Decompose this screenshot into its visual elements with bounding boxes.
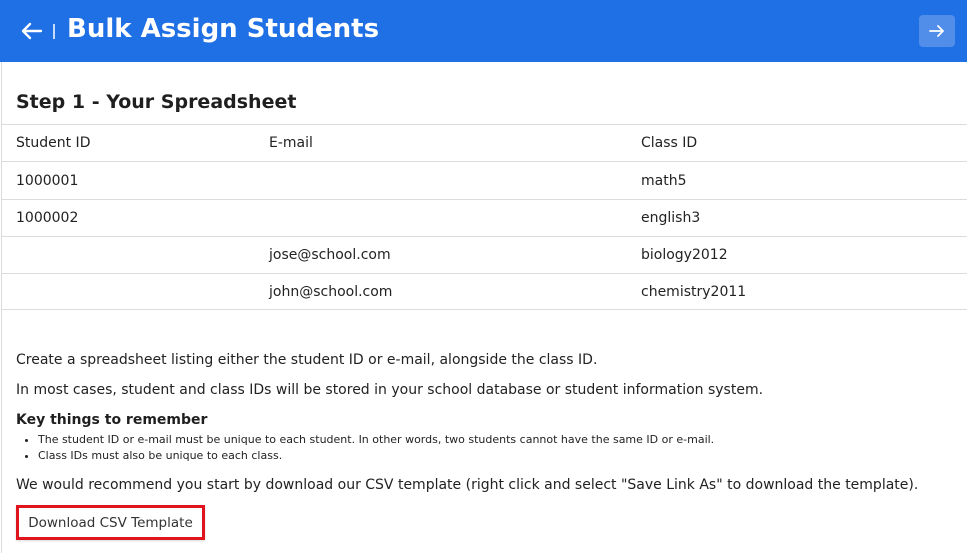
arrow-right-icon xyxy=(929,24,945,38)
recommendation-text: We would recommend you start by download our CSV template (right click and select "Save Link As" to download the template). xyxy=(16,477,919,493)
app-header xyxy=(0,0,967,62)
list-item: • Class IDs must also be unique to each class. xyxy=(38,448,714,464)
key-things-heading: Key things to remember xyxy=(16,412,208,428)
page-title: Bulk Assign Students xyxy=(67,14,380,44)
header-divider xyxy=(53,24,55,39)
email-cell: jose@school.com xyxy=(269,247,391,263)
class-id-cell: english3 xyxy=(641,210,701,226)
column-header-class-id: Class ID xyxy=(641,135,698,151)
table-row xyxy=(2,236,967,273)
spreadsheet-table xyxy=(2,124,967,310)
back-button[interactable] xyxy=(18,17,46,45)
table-row xyxy=(2,273,967,310)
next-button[interactable] xyxy=(919,15,955,47)
key-things-list xyxy=(38,432,714,464)
class-id-cell: chemistry2011 xyxy=(641,283,747,300)
table-row xyxy=(2,162,967,199)
email-cell: john@school.com xyxy=(269,283,393,300)
list-item: • The student ID or e-mail must be unique to each student. In other words, two students cannot have the same ID or e-mail. xyxy=(38,432,714,448)
column-header-email: E-mail xyxy=(269,135,313,151)
instruction-text: Create a spreadsheet listing either the student ID or e-mail, alongside the class ID. xyxy=(16,352,598,368)
step-title: Step 1 - Your Spreadsheet xyxy=(16,91,297,113)
student-id-cell: 1000001 xyxy=(16,172,79,189)
student-id-cell: 1000002 xyxy=(16,210,79,226)
class-id-cell: biology2012 xyxy=(641,247,728,263)
table-header-row xyxy=(2,124,967,162)
table-row xyxy=(2,199,967,236)
column-header-student-id: Student ID xyxy=(16,135,91,151)
class-id-cell: math5 xyxy=(641,172,687,189)
download-csv-template-button[interactable]: Download CSV Template xyxy=(16,505,205,540)
arrow-left-icon xyxy=(21,22,43,40)
instruction-text: In most cases, student and class IDs will be stored in your school database or student information system. xyxy=(16,382,764,398)
